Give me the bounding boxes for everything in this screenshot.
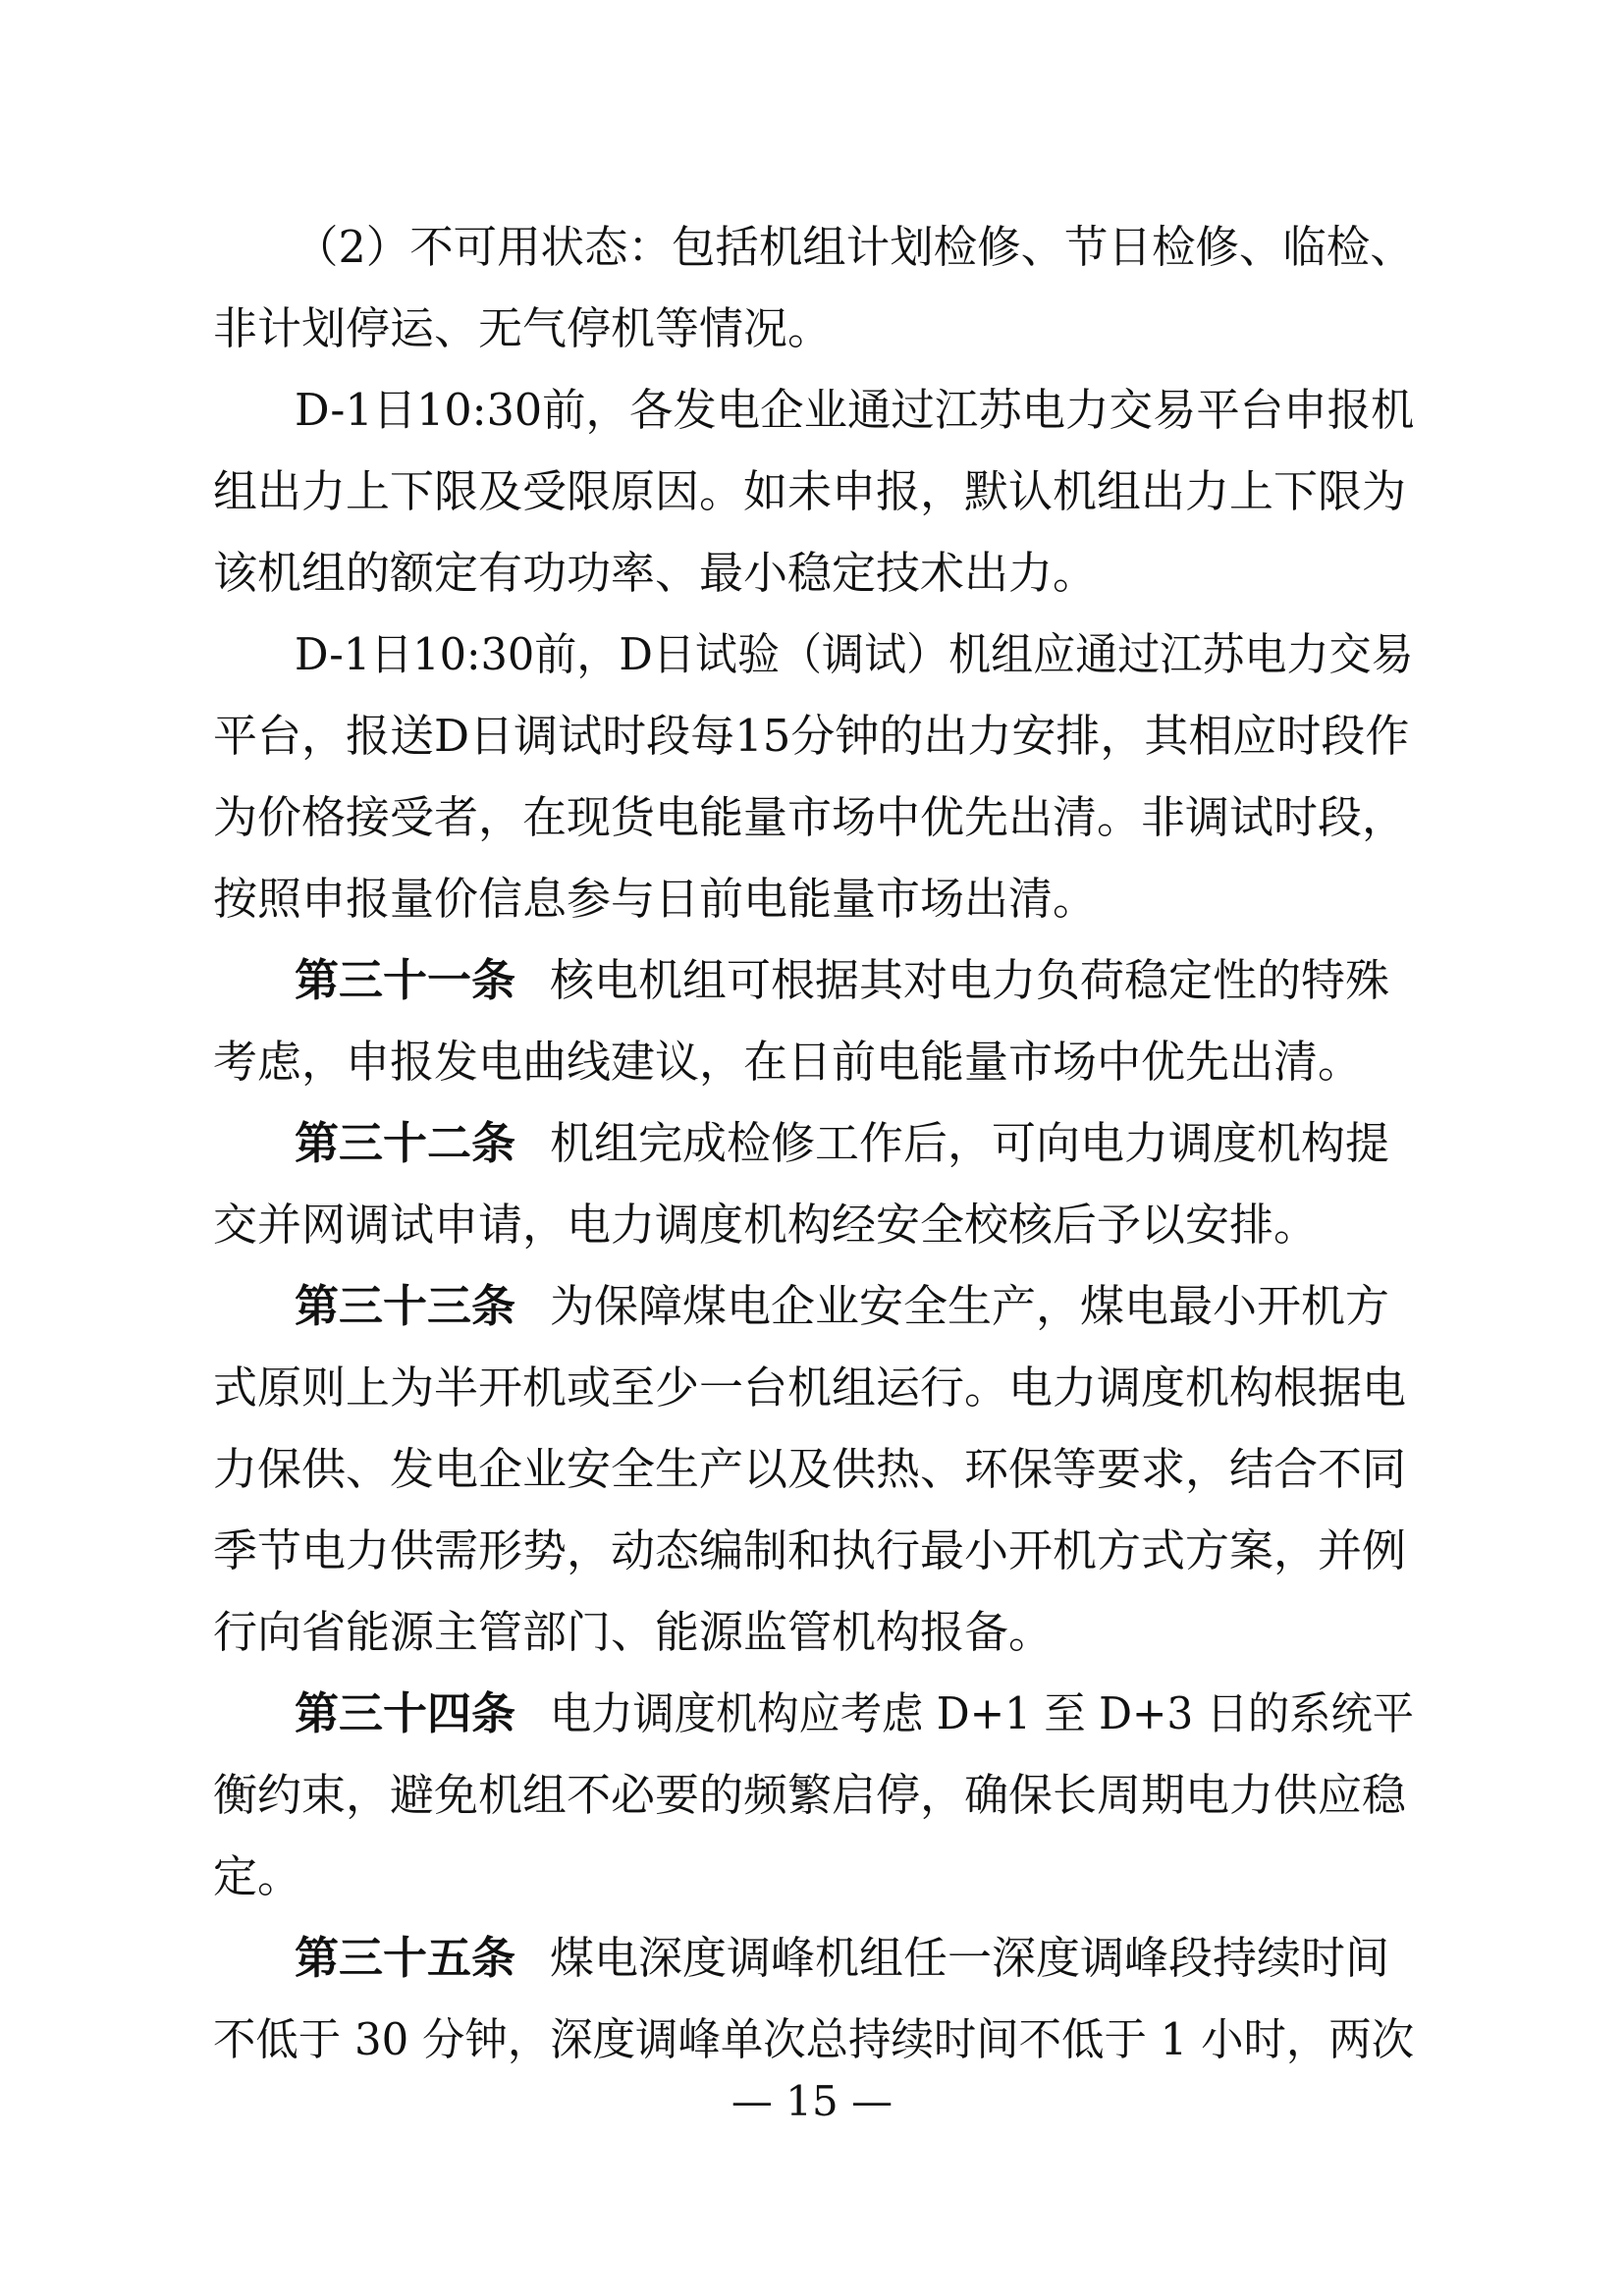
article-heading: 第三十二条	[295, 1117, 516, 1169]
line-text: 按照申报量价信息参与日前电能量市场出清。	[213, 873, 1098, 925]
line-text: 非计划停运、无气停机等情况。	[213, 302, 833, 354]
text-line	[0, 1754, 1624, 1837]
article-heading: 第三十一条	[295, 954, 516, 1006]
line-text: （2）不可用状态：包括机组计划检修、节日检修、临检、	[295, 221, 1414, 273]
line-text: 考虑，申报发电曲线建议，在日前电能量市场中优先出清。	[213, 1036, 1363, 1088]
article-32-line	[0, 1102, 1624, 1185]
text-line	[0, 206, 1624, 289]
text-line	[0, 451, 1624, 533]
article-33-line	[0, 1265, 1624, 1348]
text-line	[0, 614, 1624, 696]
line-text: D-1日10:30前，各发电企业通过江苏电力交易平台申报机	[295, 384, 1415, 436]
text-line	[0, 532, 1624, 614]
text-line	[0, 1184, 1624, 1266]
text-line	[0, 1347, 1624, 1429]
line-text: 不低于 30 分钟，深度调峰单次总持续时间不低于 1 小时，两次	[213, 2013, 1415, 2065]
article-34-line	[0, 1673, 1624, 1755]
line-text: 式原则上为半开机或至少一台机组运行。电力调度机构根据电	[213, 1362, 1407, 1414]
line-text: 煤电深度调峰机组任一深度调峰段持续时间	[550, 1932, 1390, 1984]
article-heading: 第三十五条	[295, 1932, 516, 1984]
article-35-line	[0, 1917, 1624, 2000]
text-line	[0, 1428, 1624, 1511]
line-text: 衡约束，避免机组不必要的频繁启停，确保长周期电力供应稳	[213, 1769, 1407, 1821]
line-text: 电力调度机构应考虑 D+1 至 D+3 日的系统平	[550, 1687, 1415, 1739]
text-line	[0, 695, 1624, 777]
article-heading: 第三十三条	[295, 1280, 516, 1332]
line-text: 为保障煤电企业安全生产，煤电最小开机方	[550, 1280, 1390, 1332]
line-text: 定。	[213, 1850, 302, 1902]
line-text: 平台，报送D日调试时段每15分钟的出力安排，其相应时段作	[213, 710, 1410, 762]
page-number: — 15 —	[731, 2077, 893, 2125]
text-line	[0, 1591, 1624, 1674]
line-text: 行向省能源主管部门、能源监管机构报备。	[213, 1606, 1054, 1658]
text-line	[0, 1836, 1624, 1918]
line-text: 力保供、发电企业安全生产以及供热、环保等要求，结合不同	[213, 1443, 1407, 1495]
text-line	[0, 858, 1624, 940]
article-31-line	[0, 939, 1624, 1022]
line-text: 交并网调试申请，电力调度机构经安全校核后予以安排。	[213, 1199, 1319, 1251]
line-text: 该机组的额定有功功率、最小稳定技术出力。	[213, 547, 1098, 599]
text-line	[0, 369, 1624, 452]
text-line	[0, 776, 1624, 859]
line-text: 核电机组可根据其对电力负荷稳定性的特殊	[550, 954, 1390, 1006]
text-line	[0, 1021, 1624, 1103]
text-line	[0, 1510, 1624, 1592]
line-text: 组出力上下限及受限原因。如未申报，默认机组出力上下限为	[213, 465, 1407, 517]
text-line	[0, 288, 1624, 370]
line-text: 机组完成检修工作后，可向电力调度机构提	[550, 1117, 1390, 1169]
line-text: 为价格接受者，在现货电能量市场中优先出清。非调试时段，	[213, 791, 1407, 843]
line-text: D-1日10:30前，D日试验（调试）机组应通过江苏电力交易	[295, 628, 1414, 680]
line-text: 季节电力供需形势，动态编制和执行最小开机方式方案，并例	[213, 1524, 1407, 1576]
article-heading: 第三十四条	[295, 1687, 516, 1739]
